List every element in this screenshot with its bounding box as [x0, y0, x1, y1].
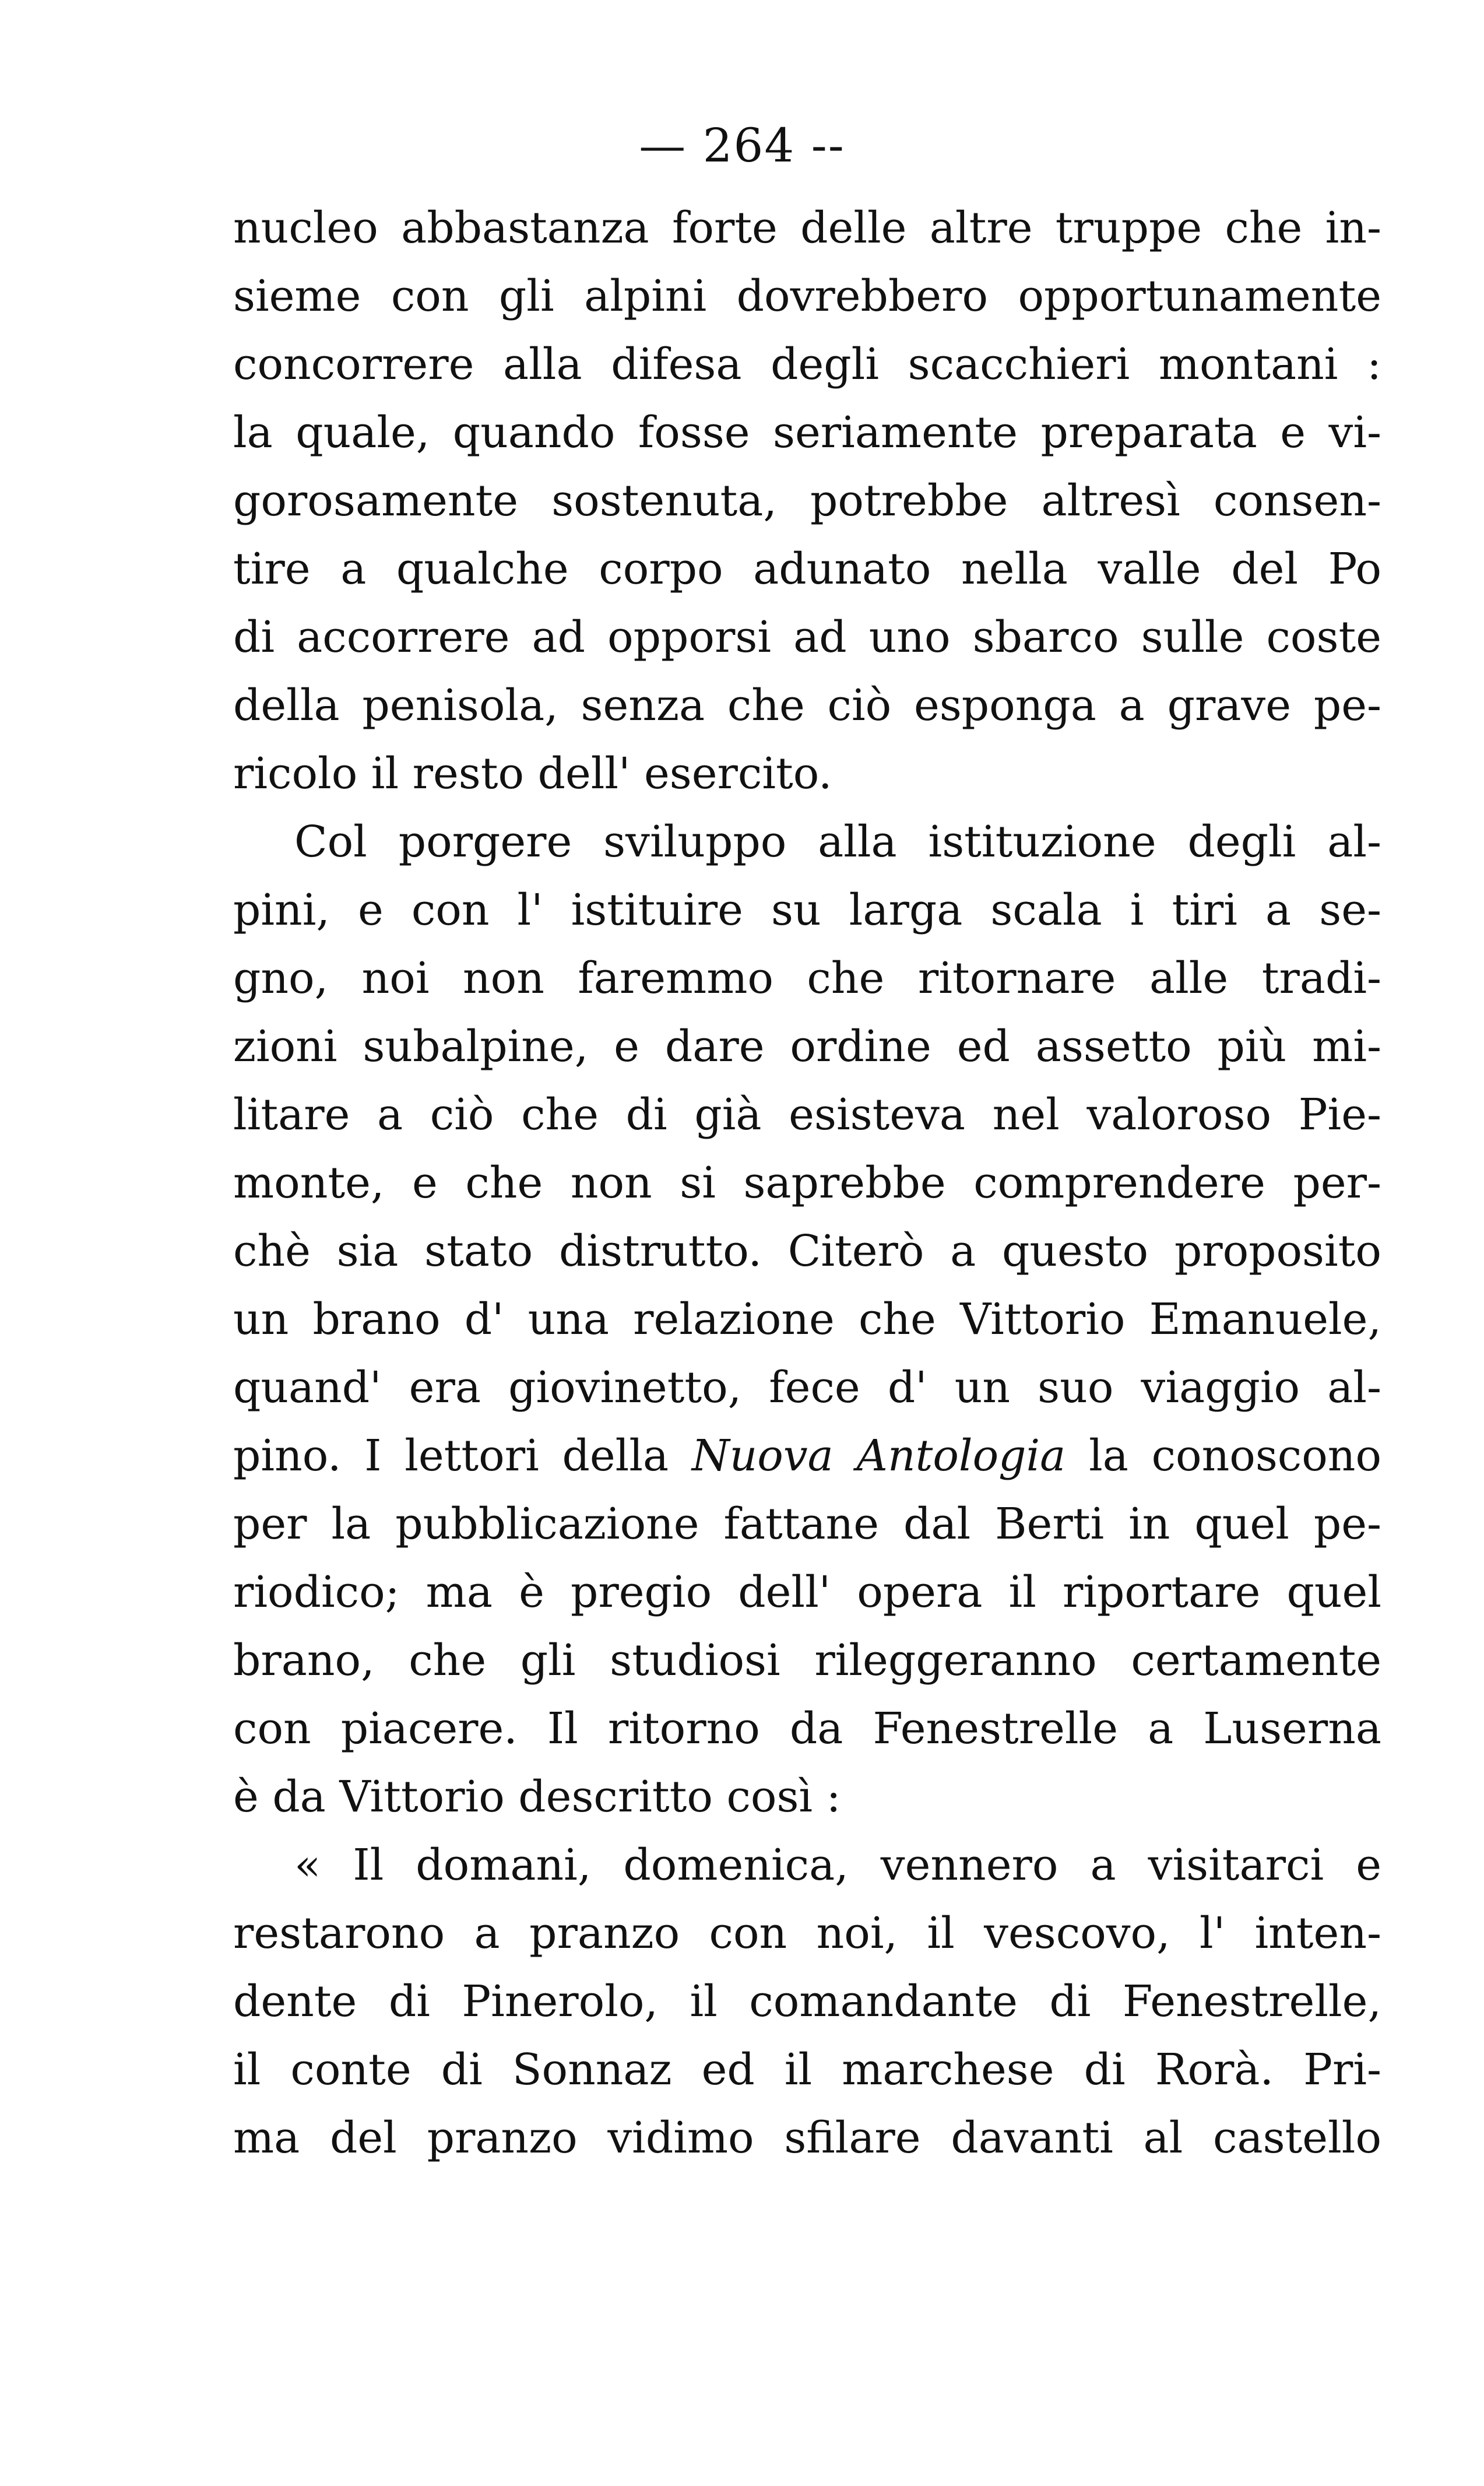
text-line: è da Vittorio descritto così : — [233, 1772, 841, 1822]
text-line: la quale, quando fosse seriamente preparata e vi- — [233, 408, 1381, 458]
text-line: pini, e con l' istituire su larga scala i tiri a se- — [233, 885, 1381, 935]
page-number: — 264 -- — [639, 118, 845, 173]
text-line: dente di Pinerolo, il comandante di Fenestrelle, — [233, 1976, 1381, 2027]
paragraph-2 — [233, 808, 1381, 1831]
text-line: restarono a pranzo con noi, il vescovo, l' inten- — [233, 1908, 1381, 1958]
text-line: litare a ciò che di già esisteva nel valoroso Pie- — [233, 1090, 1381, 1140]
text-line: riodico; ma è pregio dell' opera il riportare quel — [233, 1567, 1381, 1617]
text-line: tire a qualche corpo adunato nella valle del Po — [233, 544, 1381, 594]
paragraph-3-quotation — [233, 1831, 1381, 2172]
journal-title: Nuova Antologia — [691, 1431, 1066, 1481]
text-line: « Il domani, domenica, vennero a visitarci e — [294, 1840, 1381, 1890]
text-line-with-italic-title — [233, 1422, 1381, 1490]
text-line: brano, che gli studiosi rileggeranno certamente — [233, 1635, 1381, 1686]
text-segment: la conoscono — [1065, 1431, 1381, 1481]
text-line: di accorrere ad opporsi ad uno sbarco sulle coste — [233, 612, 1381, 662]
text-line: nucleo abbastanza forte delle altre truppe che in- — [233, 203, 1381, 253]
text-line: della penisola, senza che ciò esponga a grave pe- — [233, 680, 1381, 731]
body-text — [233, 194, 1381, 2172]
text-line: concorrere alla difesa degli scacchieri montani : — [233, 339, 1381, 389]
text-line: per la pubblicazione fattane dal Berti in quel pe- — [233, 1499, 1381, 1549]
text-line: monte, e che non si saprebbe comprendere per- — [233, 1158, 1381, 1208]
text-segment: pino. I lettori della — [233, 1431, 692, 1481]
text-line: zioni subalpine, e dare ordine ed assetto più mi- — [233, 1021, 1381, 1072]
text-line: gno, noi non faremmo che ritornare alle tradi- — [233, 953, 1381, 1003]
text-line: un brano d' una relazione che Vittorio Emanuele, — [233, 1294, 1381, 1344]
text-line: con piacere. Il ritorno da Fenestrelle a Luserna — [233, 1704, 1381, 1754]
text-line: quand' era giovinetto, fece d' un suo viaggio al- — [233, 1363, 1381, 1413]
text-line: chè sia stato distrutto. Citerò a questo proposito — [233, 1226, 1381, 1276]
text-line: ma del pranzo vidimo sfilare davanti al castello — [233, 2113, 1381, 2163]
paragraph-1 — [233, 194, 1381, 808]
text-line: ricolo il resto dell' esercito. — [233, 749, 832, 799]
text-line: sieme con gli alpini dovrebbero opportunamente — [233, 271, 1381, 321]
text-line: gorosamente sostenuta, potrebbe altresì consen- — [233, 476, 1381, 526]
text-line: Col porgere sviluppo alla istituzione degli al- — [294, 817, 1381, 867]
text-line: il conte di Sonnaz ed il marchese di Rorà. Pri- — [233, 2045, 1381, 2095]
